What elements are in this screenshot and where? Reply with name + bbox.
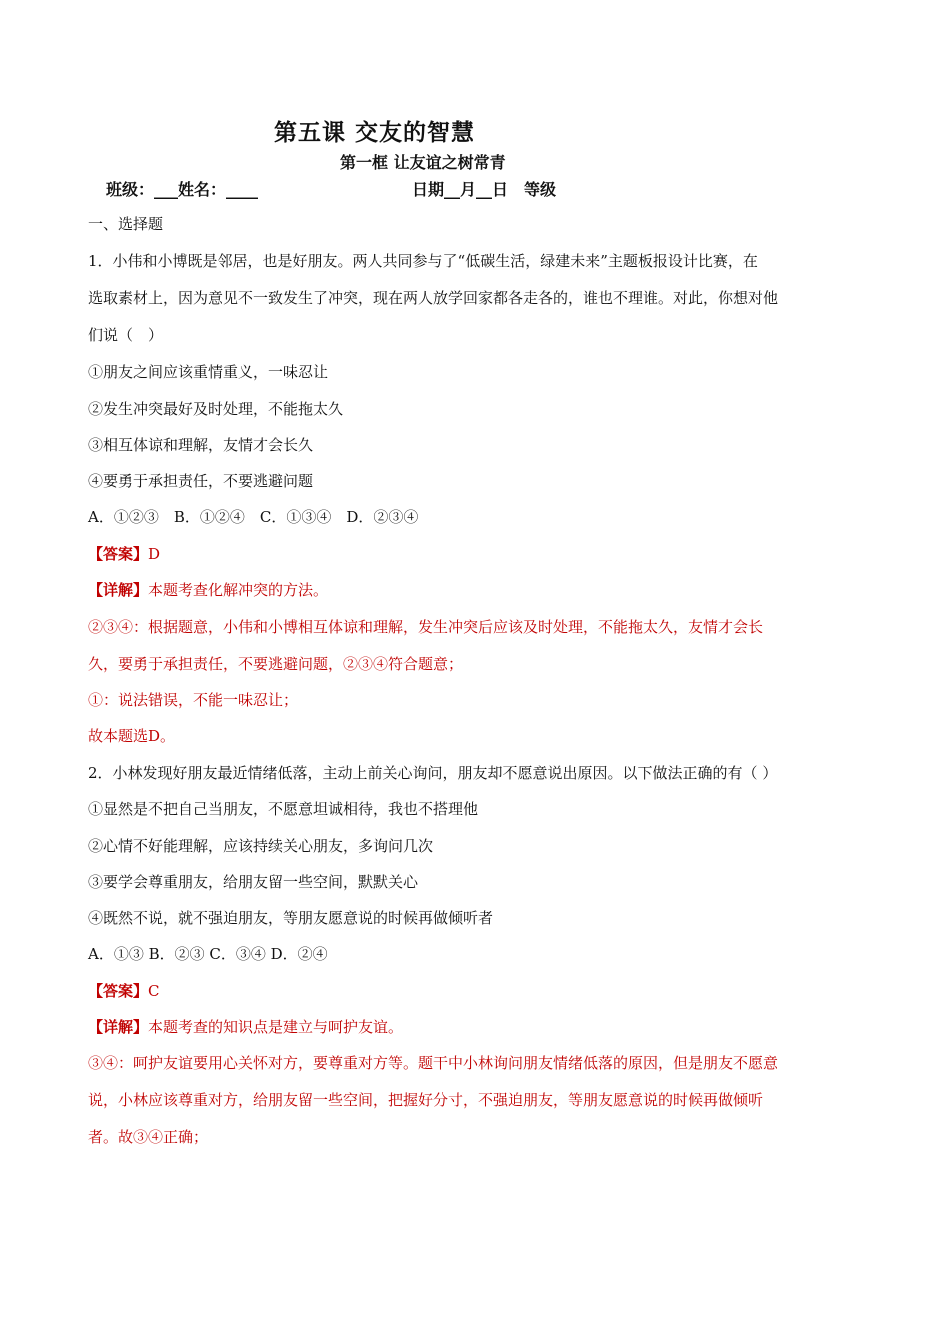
q1-stem-line-3: 们说（ ） (88, 326, 164, 344)
q1-detail (88, 578, 878, 602)
q2-stem: 2．小林发现好朋友最近情绪低落，主动上前关心询问，朋友却不愿意说出原因。以下做法正确的有（ ） (88, 764, 778, 782)
q1-answer-value: D (148, 545, 161, 563)
q2-detail-label: 【详解】 (88, 1018, 149, 1036)
q2-item-2: ②心情不好能理解，应该持续关心朋友，多询问几次 (88, 837, 434, 855)
q1-stem-line-2: 选取素材上，因为意见不一致发生了冲突，现在两人放学回家都各走各的，谁也不理谁。对此，你想对他 (88, 289, 779, 307)
q2-item-3: ③要学会尊重朋友，给朋友留一些空间，默默关心 (88, 873, 419, 891)
q1-item-1: ①朋友之间应该重情重义，一味忍让 (88, 363, 329, 381)
section-subtitle: 第一框 让友谊之树常青 (340, 153, 506, 172)
date-grade-fields: 日期__月__日 等级 (412, 180, 557, 199)
class-name-fields: 班级：___姓名：____ (106, 180, 259, 199)
q2-options: A．①③ B．②③ C．③④ D．②④ (88, 945, 328, 963)
q2-explain-line-1: ③④：呵护友谊要用心关怀对方，要尊重对方等。题干中小林询问朋友情绪低落的原因，但是朋友不愿意 (88, 1054, 779, 1072)
q2-explain-line-3: 者。故③④正确； (88, 1128, 209, 1146)
q1-item-4: ④要勇于承担责任，不要逃避问题 (88, 472, 314, 490)
q1-explain-line-1: ②③④：根据题意，小伟和小博相互体谅和理解，发生冲突后应该及时处理，不能拖太久，友情才会长 (88, 618, 764, 636)
lesson-title: 第五课 交友的智慧 (274, 119, 476, 146)
q1-item-3: ③相互体谅和理解，友情才会长久 (88, 436, 314, 454)
q1-detail-label: 【详解】 (88, 581, 149, 599)
q2-detail-text: 本题考查的知识点是建立与呵护友谊。 (148, 1018, 404, 1036)
q2-answer-label: 【答案】 (88, 982, 149, 1000)
q2-detail (88, 1015, 878, 1039)
q1-stem-line-1: 1．小伟和小博既是邻居，也是好朋友。两人共同参与了“低碳生活，绿建未来”主题板报设计比赛，在 (88, 252, 758, 270)
q1-options: A．①②③ B．①②④ C．①③④ D．②③④ (88, 508, 419, 526)
q2-answer (88, 979, 878, 1003)
q1-item-2: ②发生冲突最好及时处理，不能拖太久 (88, 400, 344, 418)
q1-explain-line-3: ①：说法错误，不能一味忍让； (88, 691, 299, 709)
q1-answer (88, 542, 878, 566)
q2-explain-line-2: 说，小林应该尊重对方，给朋友留一些空间，把握好分寸，不强迫朋友，等朋友愿意说的时候再做倾听 (88, 1091, 764, 1109)
q2-item-1: ①显然是不把自己当朋友，不愿意坦诚相待，我也不搭理他 (88, 800, 479, 818)
q2-item-4: ④既然不说，就不强迫朋友，等朋友愿意说的时候再做倾听者 (88, 909, 494, 927)
q1-detail-text: 本题考查化解冲突的方法。 (148, 581, 329, 599)
q1-explain-line-4: 故本题选D。 (88, 727, 176, 745)
q2-answer-value: C (148, 982, 160, 1000)
section-heading: 一、选择题 (88, 215, 164, 233)
q1-explain-line-2: 久，要勇于承担责任，不要逃避问题，②③④符合题意； (88, 655, 464, 673)
q1-answer-label: 【答案】 (88, 545, 149, 563)
